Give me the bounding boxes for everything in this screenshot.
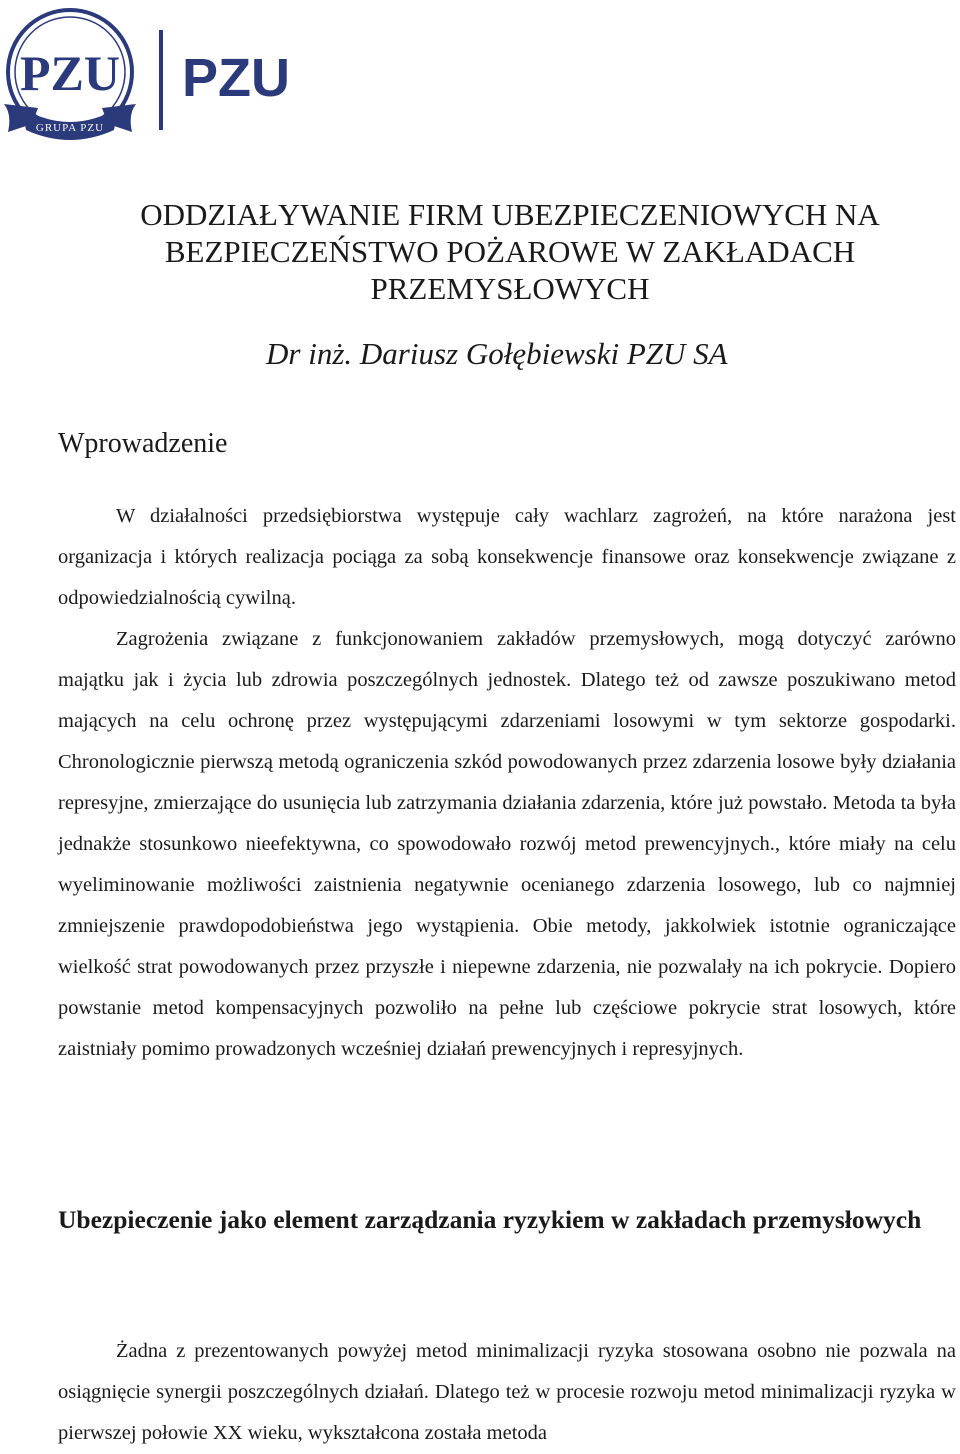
pzu-logo: [2, 4, 322, 146]
document-title: [60, 196, 960, 307]
section-heading-insurance: Ubezpieczenie jako element zarządzania ryzykiem w zakładach przemysłowych: [58, 1205, 922, 1234]
title-line-2: BEZPIECZEŃSTWO POŻAROWE W ZAKŁADACH: [164, 234, 856, 269]
wordmark: PZU: [182, 48, 290, 108]
title-line-3: PRZEMYSŁOWYCH: [370, 271, 650, 306]
section-heading-intro: Wprowadzenie: [58, 428, 228, 459]
title-line-1: ODDZIAŁYWANIE FIRM UBEZPIECZENIOWYCH NA: [140, 197, 880, 232]
pzu-emblem-icon: [2, 4, 322, 146]
paragraph-2: Zagrożenia związane z funkcjonowaniem zakładów przemysłowych, mogą dotyczyć zarówno majątku jak i życia lub zdrowia poszczególnych jednostek. Dlatego też od zawsze poszukiwano metod mających na celu ochronę przez występującymi zdarzeniami losowymi w tym sektorze gospodarki. Chronologicznie pierwszą metodą ograniczenia szkód powodowanych przez zdarzenia losowe były działania represyjne, zmierzające do usunięcia lub zatrzymania działania zdarzenia, które już powstało. Metoda ta była jednakże stosunkowo nieefektywna, co spowodowało rozwój metod prewencyjnych., które miały na celu wyeliminowanie możliwości zaistnienia negatywnie ocenianego zdarzenia losowego, lub co najmniej zmniejszenie prawdopodobieństwa jego wystąpienia. Obie metody, jakkolwiek istotnie ograniczające wielkość strat powodowanych przez przyszłe i niepewne zdarzenia, nie pozwalały na ich pokrycie. Dopiero powstanie metod kompensacyjnych pozwoliło na pełne lub częściowe pokrycie strat losowych, które zaistniały pomimo prowadzonych wcześniej działań prewencyjnych i represyjnych.: [58, 628, 956, 1060]
ribbon-text: GRUPA PZU: [35, 122, 105, 134]
emblem-letters: PZU: [20, 45, 120, 101]
author-line: Dr inż. Dariusz Gołębiewski PZU SA: [266, 336, 728, 371]
paragraph-3: Żadna z prezentowanych powyżej metod minimalizacji ryzyka stosowana osobno nie pozwala na osiągnięcie synergii poszczególnych działań. Dlatego też w procesie rozwoju metod minimalizacji ryzyka w pierwszej połowie XX wieku, wykształcona została metoda: [58, 1340, 956, 1444]
paragraph-1: W działalności przedsiębiorstwa występuje cały wachlarz zagrożeń, na które narażona jest organizacja i których realizacja pociąga za sobą konsekwencje finansowe oraz konsekwencje związane z odpowiedzialnością cywilną.: [58, 505, 956, 609]
